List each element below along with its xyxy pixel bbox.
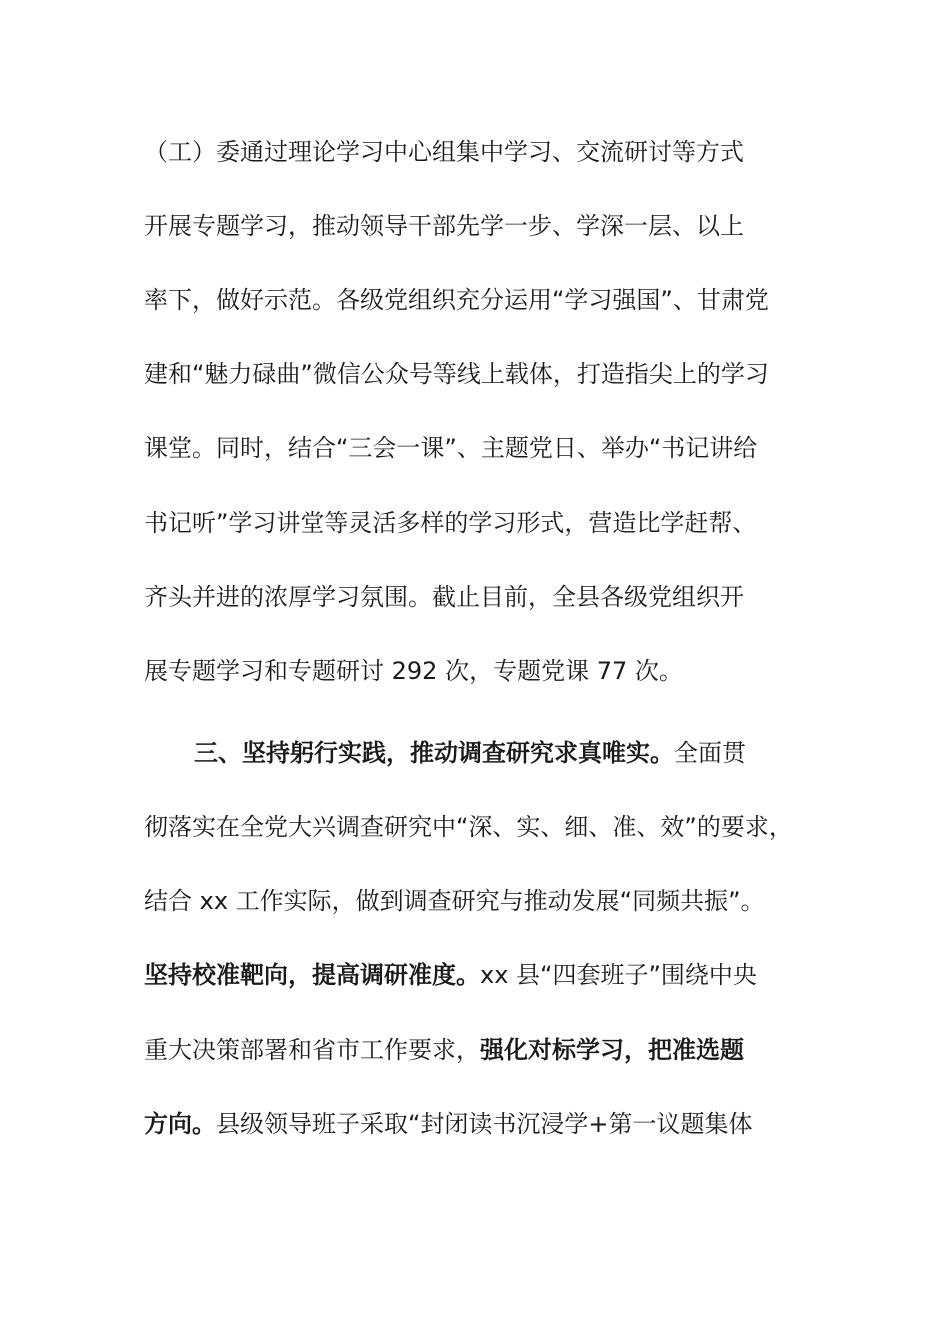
paragraph-1-line-6: 书记听”学习讲堂等灵活多样的学习形式，营造比学赶帮、 [144, 509, 757, 537]
paragraph-1-line-2: 开展专题学习，推动领导干部先学一步、学深一层、以上 [144, 212, 744, 240]
paragraph-1-line-1: （工）委通过理论学习中心组集中学习、交流研讨等方式 [144, 138, 744, 166]
paragraph-1-line-3: 率下，做好示范。各级党组织充分运用“学习强国”、甘肃党 [144, 286, 769, 314]
paragraph-1-line-7: 齐头并进的浓厚学习氛围。截止目前，全县各级党组织开 [144, 583, 744, 611]
section-heading: 三、坚持躬行实践，推动调查研究求真唯实。 [194, 739, 674, 767]
paragraph-2-line-1 [194, 738, 746, 768]
paragraph-2-line-2: 彻落实在全党大兴调查研究中“深、实、细、准、效”的要求， [144, 813, 793, 841]
paragraph-2-line-4-text: xx 县“四套班子”围绕中央 [480, 961, 757, 989]
paragraph-1-line-8: 展专题学习和专题研讨 292 次，专题党课 77 次。 [144, 657, 683, 685]
paragraph-2-line-6-text: 县级领导班子采取“封闭读书沉浸学+第一议题集体 [216, 1110, 753, 1138]
emphasis-bold: 强化对标学习，把准选题 [480, 1036, 744, 1064]
paragraph-2-line-5 [144, 1035, 744, 1065]
paragraph-2-line-1-text: 全面贯 [674, 739, 746, 767]
paragraph-2-line-4 [144, 960, 757, 990]
paragraph-2-line-3: 结合 xx 工作实际，做到调查研究与推动发展“同频共振”。 [144, 887, 765, 915]
paragraph-1-line-5: 课堂。同时，结合“三会一课”、主题党日、举办“书记讲给 [144, 434, 758, 462]
emphasis-bold-continued: 方向。 [144, 1110, 216, 1138]
paragraph-2-line-6 [144, 1109, 753, 1139]
subheading-bold: 坚持校准靶向，提高调研准度。 [144, 961, 480, 989]
paragraph-2-line-5-text: 重大决策部署和省市工作要求， [144, 1036, 480, 1064]
paragraph-1-line-4: 建和“魅力碌曲”微信公众号等线上载体，打造指尖上的学习 [144, 360, 769, 388]
